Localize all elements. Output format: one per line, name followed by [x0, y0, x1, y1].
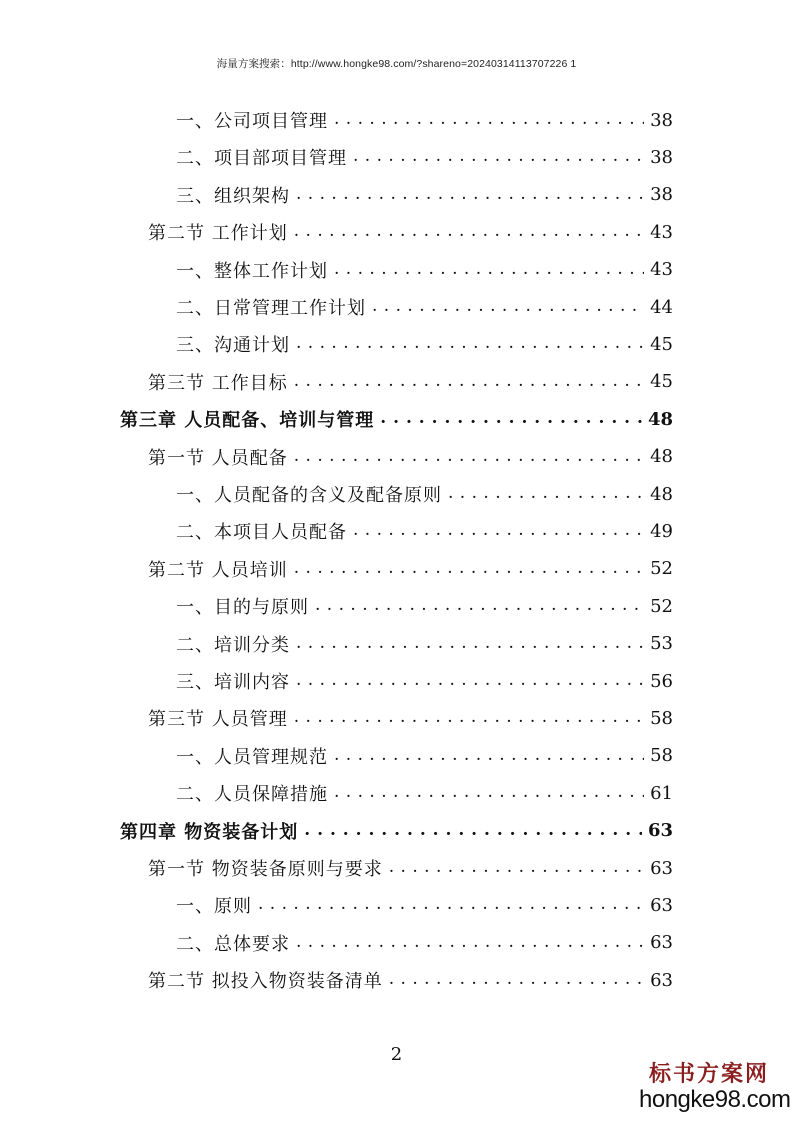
toc-dot-leader	[334, 102, 644, 138]
toc-entry-title: 第二节 工作计划	[148, 223, 288, 245]
toc-entry-title: 一、公司项目管理	[176, 111, 328, 132]
toc-entry-title: 第一节 物资装备原则与要求	[148, 859, 383, 880]
toc-entry	[120, 401, 673, 437]
toc-entry-title: 第四章 物资装备计划	[120, 821, 299, 843]
toc-entry-page: 45	[650, 371, 673, 393]
toc-entry	[176, 326, 673, 362]
toc-entry-page: 63	[650, 857, 673, 879]
toc-dot-leader	[294, 700, 644, 736]
toc-dot-leader	[294, 551, 644, 587]
watermark-chinese: 标书方案网	[648, 1061, 769, 1087]
toc-entry-page: 43	[650, 221, 673, 243]
toc-dot-leader	[334, 738, 644, 774]
toc-entry-page: 58	[650, 745, 673, 767]
toc-entry-page: 38	[650, 146, 673, 168]
toc-entry-title: 一、整体工作计划	[176, 260, 328, 282]
toc-dot-leader	[353, 513, 644, 549]
toc-entry-title: 第三章 人员配备、培训与管理	[120, 410, 375, 432]
toc-entry-title: 一、人员配备的含义及配备原则	[176, 485, 442, 506]
toc-entry-page: 58	[650, 707, 673, 729]
toc-entry-title: 第二节 拟投入物资装备清单	[148, 971, 383, 993]
toc-entry-page: 53	[650, 633, 673, 655]
toc-dot-leader	[334, 252, 644, 288]
toc-entry	[148, 364, 673, 400]
toc-entry	[176, 513, 673, 549]
toc-entry-page: 48	[650, 483, 673, 505]
toc-entry-page: 44	[650, 296, 673, 318]
toc-entry-title: 三、培训内容	[176, 672, 290, 693]
toc-entry	[148, 850, 673, 886]
toc-dot-leader	[380, 401, 642, 437]
toc-entry-title: 一、目的与原则	[176, 597, 309, 619]
toc-entry-title: 二、总体要求	[176, 933, 290, 955]
toc-entry-page: 61	[650, 782, 673, 804]
toc-dot-leader	[294, 364, 644, 400]
toc-dot-leader	[334, 775, 644, 811]
toc-entry	[176, 626, 673, 662]
toc-entry-title: 二、人员保障措施	[176, 784, 328, 806]
watermark	[639, 1057, 791, 1114]
toc-entry-page: 63	[650, 969, 673, 991]
toc-entry	[176, 663, 673, 699]
toc-entry-page: 43	[650, 259, 673, 281]
toc-entry-title: 第三节 人员管理	[148, 709, 288, 731]
toc-entry-title: 二、本项目人员配备	[176, 522, 347, 544]
toc-entry-page: 56	[650, 670, 673, 692]
toc-entry	[148, 439, 673, 475]
toc-dot-leader	[296, 925, 644, 961]
toc-dot-leader	[296, 326, 644, 362]
toc-entry-title: 第三节 工作目标	[148, 372, 288, 394]
toc-entry	[176, 139, 673, 175]
toc-entry	[176, 289, 673, 325]
toc-entry-title: 二、培训分类	[176, 634, 290, 656]
toc-entry-page: 38	[650, 109, 673, 131]
toc-entry-title: 二、项目部项目管理	[176, 148, 347, 170]
toc-entry	[176, 476, 673, 512]
toc-entry	[176, 177, 673, 213]
toc-dot-leader	[389, 962, 644, 998]
toc-entry-page: 49	[650, 520, 673, 542]
toc-dot-leader	[296, 626, 644, 662]
toc-entry-page: 63	[650, 932, 673, 954]
toc-entry-page: 38	[650, 184, 673, 206]
toc-entry	[120, 813, 673, 849]
toc-entry-page: 63	[650, 894, 673, 916]
toc-dot-leader	[296, 663, 644, 699]
toc-entry-title: 一、原则	[176, 896, 252, 918]
watermark-domain: hongke98.com	[639, 1086, 791, 1113]
toc-entry-title: 二、日常管理工作计划	[176, 298, 366, 319]
toc-dot-leader	[315, 588, 644, 624]
toc-entry	[176, 738, 673, 774]
toc-entry-page: 63	[647, 820, 673, 842]
toc-entry	[148, 962, 673, 998]
toc-entry-page: 48	[647, 408, 673, 430]
toc-entry	[176, 887, 673, 923]
toc-entry-page: 52	[650, 558, 673, 580]
toc-entry-page: 45	[650, 333, 673, 355]
toc-dot-leader	[296, 177, 644, 213]
toc-entry-page: 48	[650, 446, 673, 468]
toc-entry	[176, 925, 673, 961]
toc-entry	[176, 102, 673, 138]
page-number: 2	[390, 1044, 403, 1065]
toc-entry-title: 第一节 人员配备	[148, 447, 288, 469]
toc-dot-leader	[372, 289, 644, 325]
toc-entry	[176, 588, 673, 624]
toc-entry-title: 第二节 人员培训	[148, 559, 288, 581]
toc-entry	[148, 551, 673, 587]
toc-dot-leader	[294, 214, 644, 250]
toc-dot-leader	[448, 476, 644, 512]
toc-dot-leader	[304, 813, 642, 849]
toc-entry	[176, 775, 673, 811]
toc-entry	[176, 252, 673, 288]
toc-entry-title: 三、组织架构	[176, 185, 290, 207]
toc-entry-page: 52	[650, 595, 673, 617]
header-url: 海量方案搜索：http://www.hongke98.com/?shareno=20240314113707226 1	[216, 58, 577, 70]
toc-dot-leader	[258, 887, 644, 923]
toc-entry-title: 一、人员管理规范	[176, 746, 328, 768]
toc-dot-leader	[353, 139, 644, 175]
toc-entry	[148, 214, 673, 250]
toc-dot-leader	[294, 439, 644, 475]
toc-entry	[148, 700, 673, 736]
toc-dot-leader	[389, 850, 644, 886]
toc-entry-title: 三、沟通计划	[176, 335, 290, 357]
